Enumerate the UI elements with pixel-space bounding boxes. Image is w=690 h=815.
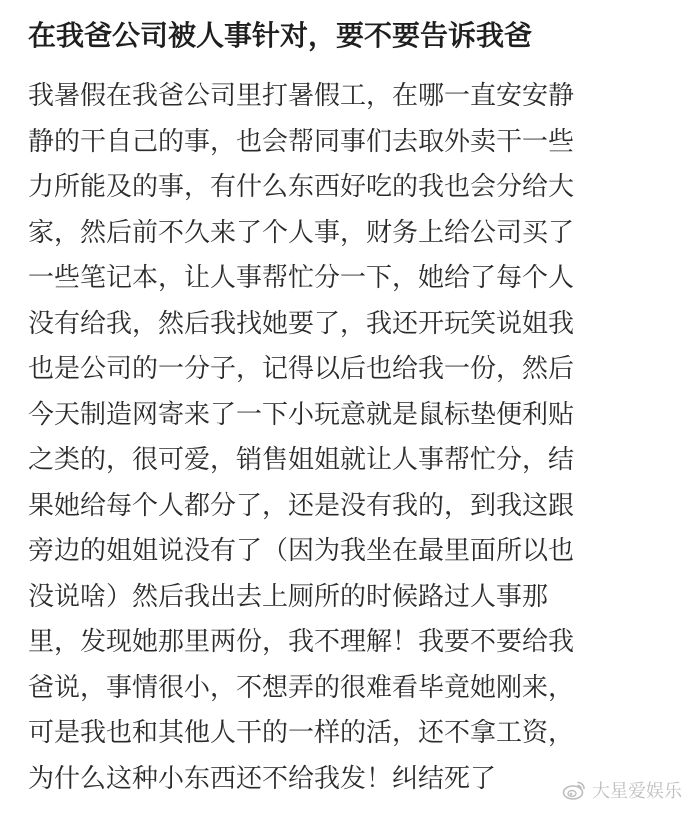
post-body-line: 爸说，事情很小，不想弄的很难看毕竟她刚来， — [28, 672, 575, 703]
post-body-line: 今天制造网寄来了一下小玩意就是鼠标垫便利贴 — [28, 399, 575, 430]
post-body — [28, 74, 668, 802]
post-title: 在我爸公司被人事针对，要不要告诉我爸 — [28, 19, 533, 52]
post-body-line: 之类的，很可爱，销售姐姐就让人事帮忙分，结 — [28, 445, 575, 475]
post-body-line: 旁边的姐姐说没有了（因为我坐在最里面所以也 — [28, 536, 575, 566]
weibo-icon — [562, 780, 586, 800]
post-body-line: 也是公司的一分子，记得以后也给我一份，然后 — [28, 354, 575, 384]
post-body-line: 没有给我，然后我找她要了，我还开玩笑说姐我 — [28, 308, 575, 339]
post-body-line: 一些笔记本，让人事帮忙分一下，她给了每个人 — [28, 263, 575, 293]
post-body-line: 家，然后前不久来了个人事，财务上给公司买了 — [28, 217, 575, 248]
watermark — [562, 777, 682, 803]
post-body-line: 果她给每个人都分了，还是没有我的，到我这跟 — [28, 490, 575, 521]
post-body-line: 静的干自己的事，也会帮同事们去取外卖干一些 — [28, 126, 575, 157]
post-body-line: 里，发现她那里两份，我不理解！我要不要给我 — [28, 627, 575, 657]
post-body-line: 没说啥）然后我出去上厕所的时候路过人事那 — [28, 581, 549, 612]
post-body-line: 为什么这种小东西还不给我发！纠结死了 — [28, 763, 497, 794]
post-body-line: 可是我也和其他人干的一样的活，还不拿工资， — [28, 718, 575, 748]
post-body-line: 我暑假在我爸公司里打暑假工，在哪一直安安静 — [28, 81, 575, 111]
post-body-line: 力所能及的事，有什么东西好吃的我也会分给大 — [28, 172, 575, 202]
watermark-text: 大星爱娱乐 — [592, 781, 682, 802]
